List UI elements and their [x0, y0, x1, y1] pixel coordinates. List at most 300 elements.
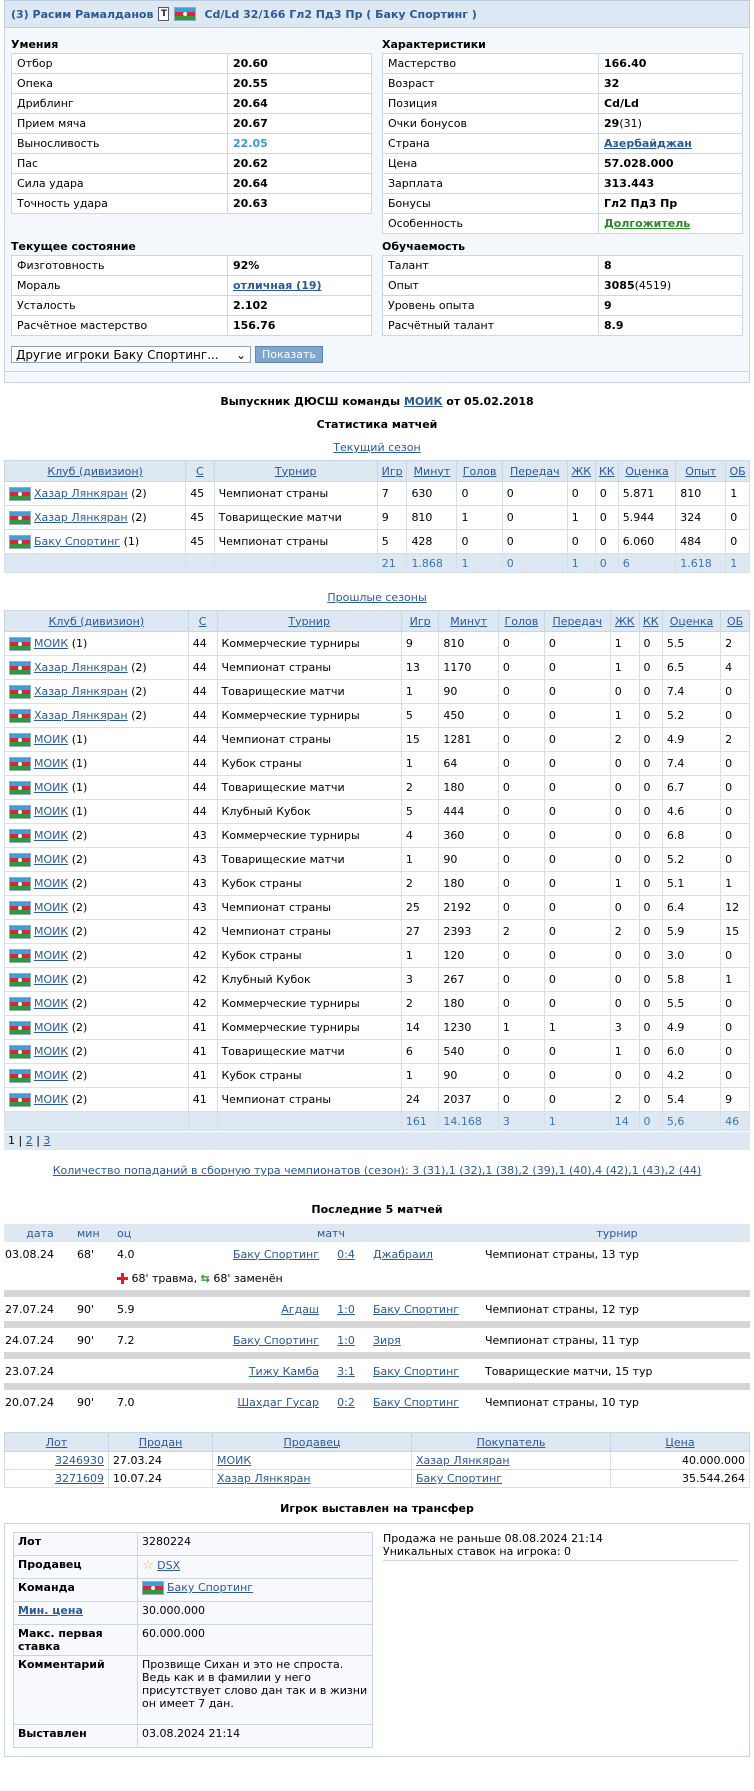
column-header[interactable]: Турнир — [217, 611, 401, 632]
stat-cell: 25 — [401, 896, 439, 920]
chars-label: Возраст — [383, 74, 599, 94]
chars-value: Cd/Ld — [599, 94, 743, 114]
stat-cell: 0 — [639, 776, 662, 800]
stat-cell: 0 — [610, 896, 639, 920]
away-team-link[interactable]: Зиря — [373, 1333, 401, 1347]
match-minutes: 90' — [77, 1302, 95, 1316]
state-value: 156.76 — [228, 316, 372, 336]
column-header[interactable]: ЖК — [610, 611, 639, 632]
past-seasons-link[interactable]: Прошлые сезоны — [327, 591, 427, 604]
azerbaijan-flag-icon — [9, 1021, 31, 1035]
summary-cell: 46 — [721, 1112, 750, 1131]
chars-row — [383, 114, 743, 134]
stat-cell: 0 — [726, 506, 750, 530]
club-link[interactable]: МОИК — [34, 852, 69, 866]
stat-cell: 0 — [544, 944, 610, 968]
stat-cell: Клубный Кубок — [217, 968, 401, 992]
sold-date: 10.07.24 — [109, 1470, 213, 1488]
column-header[interactable]: Игр — [377, 461, 407, 482]
state-label: Физготовность — [12, 256, 228, 276]
stat-cell: 0 — [498, 992, 544, 1016]
club-link[interactable]: МОИК — [34, 1068, 69, 1082]
chars-label: Цена — [383, 154, 599, 174]
club-link[interactable]: МОИК — [34, 636, 69, 650]
sale-seller-link[interactable]: DSX — [157, 1559, 181, 1572]
stat-cell: 0 — [502, 530, 567, 554]
stat-cell: Кубок страны — [217, 752, 401, 776]
home-team-link[interactable]: Баку Спортинг — [232, 1333, 319, 1347]
stat-cell: 0 — [498, 1040, 544, 1064]
stat-cell: 0 — [544, 824, 610, 848]
skills-label: Пас — [12, 154, 228, 174]
club-cell: Хазар Лянкяран (2) — [5, 680, 189, 704]
column-header[interactable]: Игр — [401, 611, 439, 632]
stat-cell: 2 — [721, 728, 750, 752]
chars-row — [383, 134, 743, 154]
azerbaijan-flag-icon — [9, 511, 31, 525]
club-link[interactable]: МОИК — [34, 732, 69, 746]
stat-cell: 42 — [188, 968, 217, 992]
azerbaijan-flag-icon — [142, 1581, 164, 1595]
stat-cell: 0 — [544, 728, 610, 752]
summary-cell: 1 — [457, 554, 502, 573]
azerbaijan-flag-icon — [9, 949, 31, 963]
last5-title: Последние 5 матчей — [311, 1203, 443, 1216]
sale-table: Лот 3280224 Продавец ☆ DSX Команда Баку Спортинг Мин. цена 30.000.000 Макс. первая ставка 60.000.000 Комментарий Прозвище Сихан и это не спроста. Ведь как и в фамилии у него присутствует слово дан так и в жизни он имеет 7 дан. Выставлен 03.08.2024 21:14 — [13, 1532, 373, 1748]
club-link[interactable]: МОИК — [34, 972, 69, 986]
stat-cell: 630 — [407, 482, 457, 506]
stat-cell: 0 — [721, 848, 750, 872]
azerbaijan-flag-icon — [9, 535, 31, 549]
sale-block — [4, 1523, 750, 1757]
skills-label: Отбор — [12, 54, 228, 74]
star-icon: ☆ — [142, 1558, 154, 1573]
sale-comment: Прозвище Сихан и это не спроста. Ведь как и в фамилии у него присутствует слово дан так и в жизни он имеет 7 дан. — [138, 1656, 373, 1725]
stat-cell: Кубок страны — [217, 872, 401, 896]
transfer-price: 40.000.000 — [611, 1452, 750, 1470]
sale-team-link[interactable]: Баку Спортинг — [167, 1581, 254, 1594]
column-header[interactable]: Клуб (дивизион) — [5, 461, 186, 482]
stat-cell: Товарищеские матчи — [217, 1040, 401, 1064]
stat-cell: 5 — [377, 530, 407, 554]
stat-cell: 44 — [188, 776, 217, 800]
stat-cell: 428 — [407, 530, 457, 554]
match-minutes: 90' — [77, 1333, 95, 1347]
table-row — [5, 482, 750, 506]
substitution-icon: ⇆ — [200, 1271, 210, 1285]
row-divider — [4, 1321, 750, 1328]
match-date: 23.07.24 — [5, 1364, 54, 1378]
skills-value: 20.62 — [228, 154, 372, 174]
azerbaijan-flag-icon — [9, 997, 31, 1011]
stat-cell: 0 — [544, 704, 610, 728]
azerbaijan-flag-icon — [9, 685, 31, 699]
club-link[interactable]: МОИК — [34, 996, 69, 1010]
learn-value: 8 — [599, 256, 743, 276]
stat-cell: 0 — [639, 896, 662, 920]
stat-cell: 6.8 — [662, 824, 720, 848]
club-link[interactable]: Баку Спортинг — [34, 534, 121, 548]
stat-cell: 0 — [639, 656, 662, 680]
stat-cell: 1230 — [439, 1016, 498, 1040]
stat-cell: 44 — [188, 752, 217, 776]
home-team-link[interactable]: Баку Спортинг — [232, 1247, 319, 1261]
club-cell: МОИК (1) — [5, 728, 189, 752]
column-header[interactable]: С — [186, 461, 214, 482]
stat-cell: 0 — [639, 824, 662, 848]
stat-cell: 0 — [498, 776, 544, 800]
chars-label: Мастерство — [383, 54, 599, 74]
azerbaijan-flag-icon — [9, 853, 31, 867]
state-row — [12, 296, 372, 316]
club-link[interactable]: Хазар Лянкяран — [34, 660, 128, 674]
stat-cell: 5.5 — [662, 632, 720, 656]
stat-cell: 0 — [595, 482, 618, 506]
stat-cell: 0 — [544, 896, 610, 920]
stat-cell: 0 — [498, 704, 544, 728]
club-cell: МОИК (1) — [5, 800, 189, 824]
club-cell: МОИК (2) — [5, 1088, 189, 1112]
stat-cell: 0 — [721, 824, 750, 848]
chars-value-link[interactable]: Азербайджан — [604, 137, 692, 150]
away-team-link[interactable]: Джабраил — [373, 1247, 433, 1261]
column-header[interactable]: ЖК — [567, 461, 595, 482]
table-row — [5, 1040, 750, 1064]
stat-cell: 0 — [498, 1088, 544, 1112]
summary-cell: 0 — [595, 554, 618, 573]
stats-title: Статистика матчей — [316, 418, 438, 431]
stat-cell: 0 — [544, 848, 610, 872]
stat-cell: Коммерческие турниры — [217, 704, 401, 728]
skills-value: 20.63 — [228, 194, 372, 214]
stat-cell: 450 — [439, 704, 498, 728]
state-label: Мораль — [12, 276, 228, 296]
column-header[interactable]: Опыт — [676, 461, 726, 482]
state-label: Расчётное мастерство — [12, 316, 228, 336]
stat-cell: 41 — [188, 1016, 217, 1040]
away-team-link[interactable]: Баку Спортинг — [373, 1364, 460, 1378]
seller-link[interactable]: Хазар Лянкяран — [217, 1472, 311, 1485]
stat-cell: 90 — [439, 680, 498, 704]
stat-cell: 5.944 — [618, 506, 675, 530]
player-info-block — [4, 28, 750, 372]
chars-label: Очки бонусов — [383, 114, 599, 134]
skills-value: 20.67 — [228, 114, 372, 134]
min-price-link[interactable]: Мин. цена — [18, 1604, 83, 1617]
stat-cell: 0 — [498, 656, 544, 680]
skills-row — [12, 94, 372, 114]
buyer-link[interactable]: Баку Спортинг — [416, 1472, 503, 1485]
stat-cell: 9 — [721, 1088, 750, 1112]
table-row — [5, 896, 750, 920]
home-team-link[interactable]: Тижу Камба — [248, 1364, 319, 1378]
club-link[interactable]: МОИК — [34, 804, 69, 818]
stat-cell: 0 — [595, 506, 618, 530]
stat-cell: 27 — [401, 920, 439, 944]
stat-cell: 1 — [457, 506, 502, 530]
stat-cell: 0 — [639, 944, 662, 968]
stat-cell: 7.4 — [662, 680, 720, 704]
stat-cell: 0 — [610, 752, 639, 776]
stat-cell: 0 — [498, 872, 544, 896]
stat-cell: 1 — [610, 632, 639, 656]
club-link[interactable]: МОИК — [34, 1044, 69, 1058]
national-team-link[interactable]: Количество попаданий в сборную тура чемпионатов (сезон): 3 (31),1 (32),1 (38),2 (39),1 (40),4 (42),1 (43),2 (44) — [52, 1164, 702, 1177]
stat-cell: 24 — [401, 1088, 439, 1112]
player-title[interactable]: (3) Расим Рамалданов — [11, 7, 154, 21]
stat-cell: 3 — [610, 1016, 639, 1040]
match-score-link[interactable]: 1:0 — [337, 1302, 355, 1316]
match-minutes — [76, 1359, 116, 1383]
club-link[interactable]: Хазар Лянкяран — [34, 708, 128, 722]
match-score-link[interactable]: 0:4 — [337, 1247, 355, 1261]
chars-row — [383, 54, 743, 74]
skills-row — [12, 114, 372, 134]
row-divider — [4, 1352, 750, 1359]
match-date: 03.08.24 — [5, 1247, 54, 1261]
stat-cell: 6 — [401, 1040, 439, 1064]
state-value-link[interactable]: отличная (19) — [233, 279, 322, 292]
show-button[interactable]: Показать — [255, 346, 323, 363]
chars-label: Страна — [383, 134, 599, 154]
current-season-table — [4, 460, 750, 573]
transfer-row — [5, 1452, 750, 1470]
stat-cell: Коммерческие турниры — [217, 632, 401, 656]
match-score-link[interactable]: 3:1 — [337, 1364, 355, 1378]
stat-cell: 0 — [639, 1016, 662, 1040]
club-link[interactable]: МОИК — [34, 924, 69, 938]
stat-cell: 45 — [186, 506, 214, 530]
row-divider — [4, 1383, 750, 1390]
transfer-column-header[interactable]: Лот — [5, 1433, 109, 1452]
azerbaijan-flag-icon — [9, 487, 31, 501]
skills-value: 20.60 — [228, 54, 372, 74]
stat-cell: 7.4 — [662, 752, 720, 776]
column-header[interactable]: КК — [639, 611, 662, 632]
sale-listed: 03.08.2024 21:14 — [138, 1725, 373, 1748]
azerbaijan-flag-icon — [174, 7, 196, 21]
match-rating: 5.9 — [117, 1302, 135, 1316]
table-row — [5, 506, 750, 530]
stat-cell: 0 — [567, 530, 595, 554]
sold-date: 27.03.24 — [109, 1452, 213, 1470]
stat-cell: 1 — [610, 1040, 639, 1064]
table-row — [5, 1064, 750, 1088]
lot-link[interactable]: 3271609 — [55, 1472, 104, 1485]
lot-link[interactable]: 3246930 — [55, 1454, 104, 1467]
club-link[interactable]: Хазар Лянкяран — [34, 510, 128, 524]
page-link-3[interactable]: 3 — [43, 1134, 51, 1147]
club-link[interactable]: МОИК — [34, 1092, 69, 1106]
stat-cell: 0 — [721, 944, 750, 968]
stat-cell: 0 — [639, 632, 662, 656]
stat-cell: 0 — [498, 896, 544, 920]
column-header[interactable]: Голов — [498, 611, 544, 632]
transfer-column-header[interactable]: Покупатель — [412, 1433, 611, 1452]
stat-cell: 9 — [401, 632, 439, 656]
stat-cell: Чемпионат страны — [217, 1088, 401, 1112]
summary-cell: 6 — [618, 554, 675, 573]
stat-cell: 6.7 — [662, 776, 720, 800]
summary-cell: 5,6 — [662, 1112, 720, 1131]
away-team-link[interactable]: Баку Спортинг — [373, 1395, 460, 1409]
stat-cell: 0 — [610, 800, 639, 824]
table-row — [5, 704, 750, 728]
club-link[interactable]: МОИК — [34, 948, 69, 962]
transfer-column-header[interactable]: Продавец — [213, 1433, 412, 1452]
match-score-link[interactable]: 0:2 — [337, 1395, 355, 1409]
learn-label: Уровень опыта — [383, 296, 599, 316]
stat-cell: Чемпионат страны — [217, 920, 401, 944]
stat-cell: 1 — [401, 1064, 439, 1088]
skills-label: Опека — [12, 74, 228, 94]
stat-cell: 2 — [610, 920, 639, 944]
column-header[interactable]: КК — [595, 461, 618, 482]
match-row — [4, 1297, 750, 1321]
state-table — [11, 255, 372, 336]
stat-cell: 42 — [188, 944, 217, 968]
stat-cell: 0 — [544, 992, 610, 1016]
transfer-column-header[interactable]: Продан — [109, 1433, 213, 1452]
column-header[interactable]: Минут — [407, 461, 457, 482]
stat-cell: 0 — [502, 506, 567, 530]
skills-value: 22.05 — [228, 134, 372, 154]
stat-cell: 5 — [401, 800, 439, 824]
stat-cell: 0 — [498, 632, 544, 656]
column-header[interactable]: Передач — [544, 611, 610, 632]
club-link[interactable]: МОИК — [34, 876, 69, 890]
seller-link[interactable]: МОИК — [217, 1454, 252, 1467]
state-title: Текущее состояние — [11, 240, 136, 253]
club-link[interactable]: Хазар Лянкяран — [34, 486, 128, 500]
stat-cell: 0 — [498, 824, 544, 848]
club-link[interactable]: МОИК — [34, 756, 69, 770]
stat-cell: Коммерческие турниры — [217, 824, 401, 848]
graduate-line: Выпускник ДЮСШ команды МОИК от 05.02.2018 — [220, 395, 534, 408]
chars-value-link[interactable]: Долгожитель — [604, 217, 691, 230]
stat-cell: 41 — [188, 1040, 217, 1064]
column-header[interactable]: Передач — [502, 461, 567, 482]
table-row — [5, 1088, 750, 1112]
stat-cell: 42 — [188, 992, 217, 1016]
stat-cell: Кубок страны — [217, 944, 401, 968]
graduate-team-link[interactable]: МОИК — [403, 395, 443, 408]
chars-title: Характеристики — [382, 38, 486, 51]
page-link-2[interactable]: 2 — [25, 1134, 33, 1147]
summary-cell: 14 — [610, 1112, 639, 1131]
stat-cell: 0 — [639, 752, 662, 776]
stat-cell: 0 — [639, 704, 662, 728]
column-header[interactable]: Турнир — [214, 461, 377, 482]
stat-cell: 5.1 — [662, 872, 720, 896]
skills-row — [12, 194, 372, 214]
buyer-link[interactable]: Хазар Лянкяран — [416, 1454, 510, 1467]
club-cell: МОИК (2) — [5, 992, 189, 1016]
club-link[interactable]: МОИК — [34, 828, 69, 842]
stat-cell: 1170 — [439, 656, 498, 680]
summary-row — [5, 1112, 750, 1131]
stat-cell: 1 — [401, 680, 439, 704]
skills-row — [12, 174, 372, 194]
away-team-link[interactable]: Баку Спортинг — [373, 1302, 460, 1316]
stat-cell: 4.9 — [662, 1016, 720, 1040]
club-link[interactable]: МОИК — [34, 1020, 69, 1034]
stat-cell: 2 — [610, 1088, 639, 1112]
home-team-link[interactable]: Шахдаг Гусар — [237, 1395, 319, 1409]
azerbaijan-flag-icon — [9, 805, 31, 819]
stat-cell: Чемпионат страны — [214, 482, 377, 506]
stat-cell: 2 — [401, 776, 439, 800]
transfer-column-header[interactable]: Цена — [611, 1433, 750, 1452]
page-current: 1 — [8, 1134, 15, 1147]
column-header[interactable]: ОБ — [721, 611, 750, 632]
column-header[interactable]: Минут — [439, 611, 498, 632]
stat-cell: 0 — [498, 848, 544, 872]
table-row — [5, 752, 750, 776]
club-cell: МОИК (2) — [5, 872, 189, 896]
home-team-link[interactable]: Агдаш — [281, 1302, 319, 1316]
column-header[interactable]: Оценка — [618, 461, 675, 482]
stat-cell: 2 — [610, 728, 639, 752]
stat-cell: 0 — [610, 992, 639, 1016]
summary-row — [5, 554, 750, 573]
summary-cell: 1 — [567, 554, 595, 573]
other-players-select[interactable] — [11, 346, 251, 363]
stat-cell: 43 — [188, 824, 217, 848]
state-row — [12, 316, 372, 336]
stat-cell: 4.9 — [662, 728, 720, 752]
match-row — [4, 1328, 750, 1352]
current-season-link[interactable]: Текущий сезон — [333, 441, 421, 454]
club-cell: МОИК (2) — [5, 824, 189, 848]
match-score-link[interactable]: 1:0 — [337, 1333, 355, 1347]
column-header[interactable]: Голов — [457, 461, 502, 482]
stat-cell: 5 — [401, 704, 439, 728]
stat-cell: Коммерческие турниры — [217, 1016, 401, 1040]
table-row — [5, 968, 750, 992]
column-header[interactable]: Клуб (дивизион) — [5, 611, 189, 632]
club-cell: МОИК (2) — [5, 968, 189, 992]
club-link[interactable]: Хазар Лянкяран — [34, 684, 128, 698]
stat-cell: 0 — [726, 530, 750, 554]
stat-cell: Коммерческие турниры — [217, 992, 401, 1016]
summary-cell: 0 — [639, 1112, 662, 1131]
column-header[interactable]: Оценка — [662, 611, 720, 632]
stat-cell: 4 — [721, 656, 750, 680]
summary-cell: 1.618 — [676, 554, 726, 573]
column-header[interactable]: С — [188, 611, 217, 632]
stat-cell: 0 — [610, 944, 639, 968]
stat-cell: 1 — [610, 872, 639, 896]
club-cell: МОИК (2) — [5, 1040, 189, 1064]
club-link[interactable]: МОИК — [34, 900, 69, 914]
chars-row — [383, 214, 743, 234]
table-row — [5, 848, 750, 872]
azerbaijan-flag-icon — [9, 877, 31, 891]
club-link[interactable]: МОИК — [34, 780, 69, 794]
stat-cell: 2 — [498, 920, 544, 944]
stat-cell: 5.2 — [662, 704, 720, 728]
skills-label: Точность удара — [12, 194, 228, 214]
stat-cell: 12 — [721, 896, 750, 920]
stat-cell: 120 — [439, 944, 498, 968]
azerbaijan-flag-icon — [9, 637, 31, 651]
learn-row — [383, 296, 743, 316]
stat-cell: 5.2 — [662, 848, 720, 872]
column-header[interactable]: ОБ — [726, 461, 750, 482]
chars-label: Зарплата — [383, 174, 599, 194]
table-row — [5, 944, 750, 968]
